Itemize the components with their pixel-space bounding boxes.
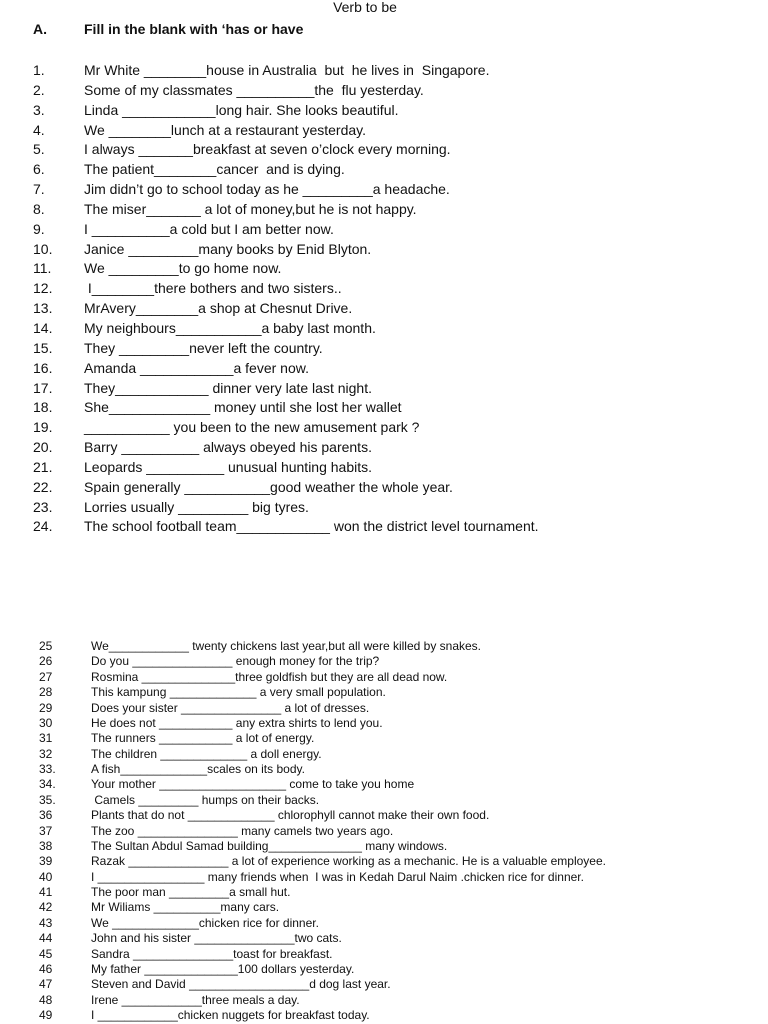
- item-number: 12.: [33, 280, 53, 297]
- exercise-item: [39, 977, 606, 992]
- item-sentence: Linda ____________long hair. She looks beautiful.: [84, 101, 399, 118]
- item-sentence: Leopards __________ unusual hunting habits.: [84, 458, 373, 475]
- item-sentence: We ________lunch at a restaurant yesterday.: [84, 121, 366, 138]
- exercise-item: [39, 716, 606, 731]
- section-heading: [33, 21, 303, 37]
- exercise-item: [33, 339, 539, 359]
- item-number: 10.: [33, 240, 53, 257]
- item-number: 8.: [33, 200, 45, 217]
- exercise-item: [39, 916, 606, 931]
- item-sentence: They _________never left the country.: [84, 339, 323, 356]
- exercise-item: [33, 259, 539, 279]
- exercise-item: [33, 379, 539, 399]
- exercise-item: [39, 839, 606, 854]
- exercise-item: [33, 279, 539, 299]
- item-sentence: He does not ___________ any extra shirts to lend you.: [91, 715, 383, 730]
- exercise-item: [33, 359, 539, 379]
- exercise-item: [33, 140, 539, 160]
- exercise-item: [33, 121, 539, 141]
- item-number: 26: [39, 654, 53, 669]
- item-number: 5.: [33, 141, 45, 158]
- item-number: 37: [39, 823, 53, 838]
- exercise-item: [33, 398, 539, 418]
- item-sentence: Janice _________many books by Enid Blyton.: [84, 240, 372, 257]
- item-sentence: We _________to go home now.: [84, 260, 282, 277]
- item-sentence: I always _______breakfast at seven o’clock every morning.: [84, 141, 451, 158]
- item-sentence: Barry __________ always obeyed his parents.: [84, 439, 372, 456]
- item-number: 49: [39, 1008, 53, 1022]
- item-number: 40: [39, 869, 53, 884]
- exercise-item: [39, 870, 606, 885]
- exercise-item: [39, 824, 606, 839]
- item-number: 15.: [33, 339, 53, 356]
- exercise-item: [33, 160, 539, 180]
- item-number: 36: [39, 808, 53, 823]
- exercise-item: [39, 731, 606, 746]
- item-sentence: We____________ twenty chickens last year,but all were killed by snakes.: [91, 639, 482, 653]
- item-sentence: We _____________chicken rice for dinner.: [91, 915, 319, 930]
- item-number: 47: [39, 977, 53, 992]
- item-sentence: She_____________ money until she lost her wallet: [84, 399, 402, 416]
- item-number: 23.: [33, 498, 53, 515]
- item-number: 20.: [33, 439, 53, 456]
- item-number: 16.: [33, 359, 53, 376]
- exercise-item: [33, 418, 539, 438]
- item-number: 44: [39, 931, 53, 946]
- item-number: 9.: [33, 220, 45, 237]
- exercise-item: [39, 900, 606, 915]
- exercise-item: [39, 854, 606, 869]
- item-number: 25: [39, 639, 53, 653]
- section-letter: A.: [33, 21, 47, 37]
- exercise-item: [33, 240, 539, 260]
- item-number: 33.: [39, 762, 56, 776]
- item-number: 46: [39, 961, 53, 976]
- exercise-item: [39, 654, 606, 669]
- item-sentence: I________there bothers and two sisters..: [84, 280, 342, 297]
- exercise-item: [33, 180, 539, 200]
- item-sentence: Sandra _______________toast for breakfast.: [91, 946, 333, 961]
- item-sentence: The children _____________ a doll energy.: [91, 746, 322, 761]
- item-number: 21.: [33, 458, 53, 475]
- item-sentence: Spain generally ___________good weather the whole year.: [84, 478, 453, 495]
- exercise-item: [39, 947, 606, 962]
- exercise-item: [33, 517, 539, 537]
- exercise-item: [33, 478, 539, 498]
- exercise-item: [39, 962, 606, 977]
- item-sentence: Amanda ____________a fever now.: [84, 359, 309, 376]
- item-number: 1.: [33, 62, 45, 78]
- item-sentence: A fish_____________scales on its body.: [91, 762, 305, 776]
- item-number: 19.: [33, 419, 53, 436]
- exercise-item: [33, 458, 539, 478]
- item-number: 11.: [33, 260, 52, 277]
- item-sentence: Plants that do not _____________ chlorophyll cannot make their own food.: [91, 808, 490, 823]
- item-number: 41: [39, 885, 53, 899]
- item-number: 18.: [33, 399, 53, 416]
- item-number: 39: [39, 854, 53, 869]
- exercise-item: [33, 498, 539, 518]
- item-sentence: Camels _________ humps on their backs.: [91, 792, 320, 807]
- item-sentence: Irene ____________three meals a day.: [91, 992, 300, 1007]
- exercise-list-part-1: [33, 61, 539, 537]
- item-number: 22.: [33, 478, 53, 495]
- item-sentence: They____________ dinner very late last night.: [84, 379, 372, 396]
- item-sentence: This kampung _____________ a very small population.: [91, 685, 386, 700]
- item-number: 45: [39, 946, 53, 961]
- item-sentence: Do you _______________ enough money for the trip?: [91, 654, 380, 669]
- exercise-item: [39, 747, 606, 762]
- item-number: 27: [39, 669, 53, 684]
- item-sentence: The runners ___________ a lot of energy.: [91, 731, 315, 746]
- item-number: 31: [39, 731, 53, 746]
- exercise-item: [33, 81, 539, 101]
- exercise-item: [33, 200, 539, 220]
- item-sentence: I ________________ many friends when I was in Kedah Darul Naim .chicken rice for dinner.: [91, 869, 584, 884]
- item-sentence: MrAvery________a shop at Chesnut Drive.: [84, 300, 353, 317]
- exercise-item: [39, 762, 606, 777]
- exercise-item: [39, 701, 606, 716]
- exercise-list-part-2: [39, 639, 606, 1023]
- item-sentence: The Sultan Abdul Samad building______________ many windows.: [91, 838, 448, 853]
- exercise-item: [39, 777, 606, 792]
- item-number: 28: [39, 685, 53, 700]
- exercise-item: [33, 101, 539, 121]
- exercise-item: [39, 993, 606, 1008]
- item-sentence: ___________ you been to the new amusement park ?: [84, 419, 420, 436]
- item-number: 24.: [33, 518, 53, 535]
- item-number: 6.: [33, 161, 45, 178]
- item-sentence: I __________a cold but I am better now.: [84, 220, 334, 237]
- item-sentence: The zoo _______________ many camels two years ago.: [91, 823, 394, 838]
- item-number: 2.: [33, 81, 45, 98]
- item-sentence: The miser_______ a lot of money,but he is not happy.: [84, 200, 417, 217]
- item-number: 14.: [33, 319, 53, 336]
- item-number: 29: [39, 700, 53, 715]
- item-sentence: My neighbours___________a baby last month.: [84, 319, 376, 336]
- exercise-item: [39, 1008, 606, 1023]
- item-number: 43: [39, 915, 53, 930]
- item-number: 48: [39, 992, 53, 1007]
- item-sentence: Steven and David __________________d dog last year.: [91, 977, 391, 992]
- exercise-item: [39, 685, 606, 700]
- exercise-item: [33, 61, 539, 81]
- exercise-item: [33, 220, 539, 240]
- exercise-item: [39, 808, 606, 823]
- item-number: 3.: [33, 101, 45, 118]
- item-number: 30: [39, 715, 53, 730]
- item-sentence: Your mother ___________________ come to take you home: [91, 777, 415, 792]
- item-number: 4.: [33, 121, 45, 138]
- exercise-item: [39, 639, 606, 654]
- item-number: 38: [39, 838, 53, 853]
- item-sentence: The poor man _________a small hut.: [91, 885, 291, 899]
- exercise-item: [39, 670, 606, 685]
- page-title: Verb to be: [333, 0, 397, 15]
- item-sentence: Lorries usually _________ big tyres.: [84, 498, 309, 515]
- item-sentence: The patient________cancer and is dying.: [84, 161, 345, 178]
- exercise-item: [33, 299, 539, 319]
- exercise-item: [33, 319, 539, 339]
- item-sentence: My father ______________100 dollars yesterday.: [91, 961, 355, 976]
- item-number: 34.: [39, 777, 56, 792]
- exercise-item: [39, 931, 606, 946]
- item-number: 13.: [33, 300, 53, 317]
- item-sentence: Razak _______________ a lot of experience working as a mechanic. He is a valuable employee.: [91, 854, 606, 869]
- exercise-item: [39, 793, 606, 808]
- item-number: 42: [39, 900, 53, 915]
- item-sentence: Mr White ________house in Australia but he lives in Singapore.: [84, 62, 490, 78]
- item-number: 7.: [33, 181, 45, 198]
- item-sentence: John and his sister _______________two cats.: [91, 931, 342, 946]
- item-sentence: The school football team____________ won the district level tournament.: [84, 518, 539, 535]
- item-sentence: Jim didn’t go to school today as he _________a headache.: [84, 181, 450, 198]
- exercise-item: [39, 885, 606, 900]
- item-number: 32: [39, 746, 53, 761]
- item-sentence: Mr Wiliams __________many cars.: [91, 900, 280, 915]
- item-sentence: I ____________chicken nuggets for breakfast today.: [91, 1008, 370, 1022]
- item-sentence: Rosmina ______________three goldfish but they are all dead now.: [91, 669, 448, 684]
- exercise-item: [33, 438, 539, 458]
- item-number: 35.: [39, 792, 56, 807]
- item-number: 17.: [33, 379, 53, 396]
- section-instruction: Fill in the blank with ‘has or have: [84, 21, 304, 37]
- item-sentence: Does your sister _______________ a lot of dresses.: [91, 700, 370, 715]
- item-sentence: Some of my classmates __________the flu yesterday.: [84, 81, 424, 98]
